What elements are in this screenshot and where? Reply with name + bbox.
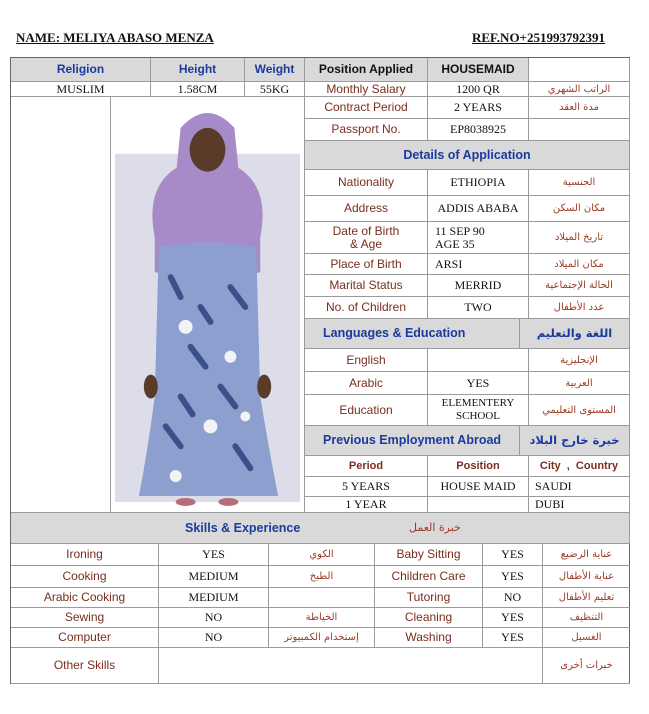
prev-row-2-position [428, 497, 529, 513]
skill-right-label: Tutoring [375, 588, 483, 608]
prev-row-1-period: 5 YEARS [305, 477, 428, 497]
birthplace-ar: مكان الميلاد [529, 254, 630, 275]
skill-right-ar: عناية الأطفال [543, 566, 630, 588]
skill-right-value: YES [483, 608, 543, 628]
nationality-ar: الجنسية [529, 170, 630, 196]
languages-title-ar: اللغة والتعليم [520, 319, 630, 349]
skill-right-value: YES [483, 544, 543, 566]
weight-value: 55KG [245, 82, 305, 97]
skill-right-ar: تعليم الأطفال [543, 588, 630, 608]
skill-left-label: Ironing [11, 544, 159, 566]
passport-ar-blank [529, 119, 630, 141]
position-ar-blank [529, 58, 630, 82]
prev-row-2-period: 1 YEAR [305, 497, 428, 513]
skill-left-ar: الكوي [269, 544, 375, 566]
english-value [428, 349, 529, 372]
position-label: Position Applied [305, 58, 428, 82]
skill-left-value: NO [159, 608, 269, 628]
skill-right-label: Children Care [375, 566, 483, 588]
marital-label: Marital Status [305, 275, 428, 297]
prev-row-1-position: HOUSE MAID [428, 477, 529, 497]
skill-left-ar: الطبخ [269, 566, 375, 588]
application-form [10, 57, 630, 684]
marital-value: MERRID [428, 275, 529, 297]
skill-right-label: Cleaning [375, 608, 483, 628]
other-skills-label: Other Skills [11, 648, 159, 684]
contract-ar: مدة العقد [529, 97, 630, 119]
birthplace-value: ARSI [428, 254, 529, 275]
dob-ar: تاريخ الميلاد [529, 222, 630, 254]
arabic-ar: العربية [529, 372, 630, 395]
skills-title: Skills & Experience [185, 521, 301, 535]
english-ar: الإنجليزية [529, 349, 630, 372]
skill-left-value: YES [159, 544, 269, 566]
skill-left-ar: إستخدام الكمبيوتر [269, 628, 375, 648]
children-value: TWO [428, 297, 529, 319]
contract-value: 2 YEARS [428, 97, 529, 119]
arabic-value: YES [428, 372, 529, 395]
height-value: 1.58CM [151, 82, 245, 97]
skill-right-ar: عناية الرضيع [543, 544, 630, 566]
other-skills-ar: خبرات أخرى [543, 648, 630, 684]
skill-left-value: MEDIUM [159, 588, 269, 608]
skill-left-value: MEDIUM [159, 566, 269, 588]
previous-employment-title: Previous Employment Abroad [305, 426, 520, 456]
prev-row-1-country: SAUDI [529, 477, 630, 497]
education-value: ELEMENTERY SCHOOL [428, 395, 529, 426]
skill-left-label: Sewing [11, 608, 159, 628]
skill-left-label: Arabic Cooking [11, 588, 159, 608]
passport-value: EP8038925 [428, 119, 529, 141]
skill-right-ar: الغسيل [543, 628, 630, 648]
period-header: Period [305, 456, 428, 477]
address-ar: مكان السكن [529, 196, 630, 222]
english-label: English [305, 349, 428, 372]
salary-value: 1200 QR [428, 82, 529, 97]
details-title: Details of Application [305, 141, 630, 170]
skill-left-value: NO [159, 628, 269, 648]
skill-right-label: Washing [375, 628, 483, 648]
skill-right-value: NO [483, 588, 543, 608]
skill-left-ar: الخياطة [269, 608, 375, 628]
children-ar: عدد الأطفال [529, 297, 630, 319]
children-label: No. of Children [305, 297, 428, 319]
address-value: ADDIS ABABA [428, 196, 529, 222]
salary-label: Monthly Salary [305, 82, 428, 97]
marital-ar: الحالة الإجتماعية [529, 275, 630, 297]
skill-right-value: YES [483, 628, 543, 648]
skill-left-ar [269, 588, 375, 608]
education-ar: المستوى التعليمي [529, 395, 630, 426]
position-header: Position [428, 456, 529, 477]
religion-header: Religion [11, 58, 151, 82]
languages-title: Languages & Education [305, 319, 520, 349]
reference-number: REF.NO+251993792391 [472, 30, 605, 45]
skill-right-label: Baby Sitting [375, 544, 483, 566]
salary-ar: الراتب الشهري [529, 82, 630, 97]
passport-label: Passport No. [305, 119, 428, 141]
prev-row-2-country: DUBI [529, 497, 630, 513]
contract-label: Contract Period [305, 97, 428, 119]
skill-left-label: Cooking [11, 566, 159, 588]
nationality-value: ETHIOPIA [428, 170, 529, 196]
skill-left-label: Computer [11, 628, 159, 648]
candidate-name: NAME: MELIYA ABASO MENZA [16, 30, 214, 45]
skill-right-value: YES [483, 566, 543, 588]
height-header: Height [151, 58, 245, 82]
nationality-label: Nationality [305, 170, 428, 196]
other-skills-value [159, 648, 543, 684]
religion-value: MUSLIM [11, 82, 151, 97]
photo-left-spacer [11, 97, 111, 513]
skills-title-bar [11, 513, 630, 544]
weight-header: Weight [245, 58, 305, 82]
position-value: HOUSEMAID [428, 58, 529, 82]
dob-value: 11 SEP 90 AGE 35 [428, 222, 529, 254]
skills-title-ar: خبرة العمل [409, 521, 461, 534]
country-header: City , Country [529, 456, 630, 477]
previous-employment-title-ar: خبرة خارج البلاد [520, 426, 630, 456]
candidate-photo [111, 97, 304, 513]
address-label: Address [305, 196, 428, 222]
arabic-label: Arabic [305, 372, 428, 395]
skill-right-ar: التنظيف [543, 608, 630, 628]
education-label: Education [305, 395, 428, 426]
photo-frame [111, 97, 305, 513]
birthplace-label: Place of Birth [305, 254, 428, 275]
dob-label: Date of Birth & Age [305, 222, 428, 254]
